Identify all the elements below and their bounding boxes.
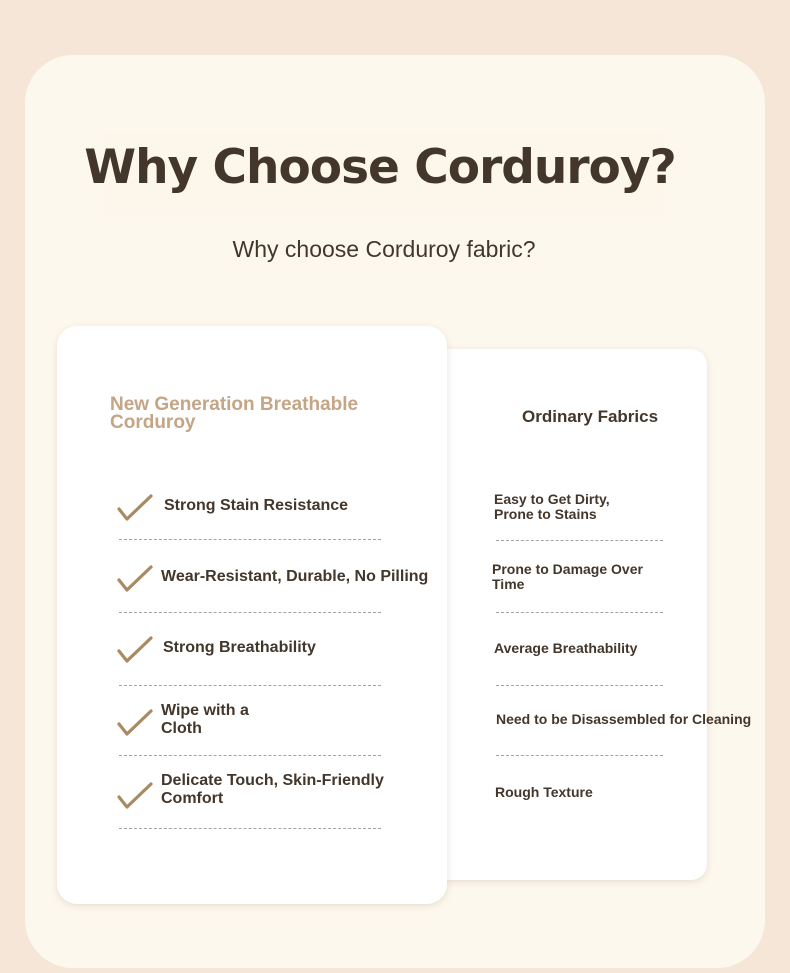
ordinary-item: Need to be Disassembled for Cleaning xyxy=(496,711,752,727)
corduroy-heading: New Generation Breathable Corduroy xyxy=(110,394,359,433)
checkmark-icon xyxy=(117,564,153,594)
page-title: Why Choose Corduroy? xyxy=(84,140,676,195)
checkmark-icon xyxy=(117,781,153,811)
corduroy-item: Strong Stain Resistance xyxy=(164,497,349,514)
divider xyxy=(496,612,663,613)
corduroy-item: Wear-Resistant, Durable, No Pilling xyxy=(161,568,429,585)
ordinary-item: Easy to Get Dirty, Prone to Stains xyxy=(494,491,610,522)
divider xyxy=(119,539,381,540)
checkmark-icon xyxy=(117,708,153,738)
divider xyxy=(496,685,663,686)
divider xyxy=(496,540,663,541)
divider xyxy=(119,828,381,829)
ordinary-item: Rough Texture xyxy=(495,784,593,800)
ordinary-heading: Ordinary Fabrics xyxy=(522,407,659,426)
checkmark-icon xyxy=(117,635,153,665)
corduroy-item: Delicate Touch, Skin-Friendly Comfort xyxy=(161,772,384,807)
divider xyxy=(119,612,381,613)
corduroy-item: Strong Breathability xyxy=(163,639,316,656)
divider xyxy=(119,685,381,686)
divider xyxy=(119,755,381,756)
corduroy-item: Wipe with a Cloth xyxy=(161,702,249,737)
page-subtitle: Why choose Corduroy fabric? xyxy=(232,236,536,262)
ordinary-item: Prone to Damage Over Time xyxy=(492,561,643,592)
divider xyxy=(496,755,663,756)
checkmark-icon xyxy=(117,493,153,523)
ordinary-fabrics-card xyxy=(445,349,707,880)
ordinary-item: Average Breathability xyxy=(494,640,638,656)
